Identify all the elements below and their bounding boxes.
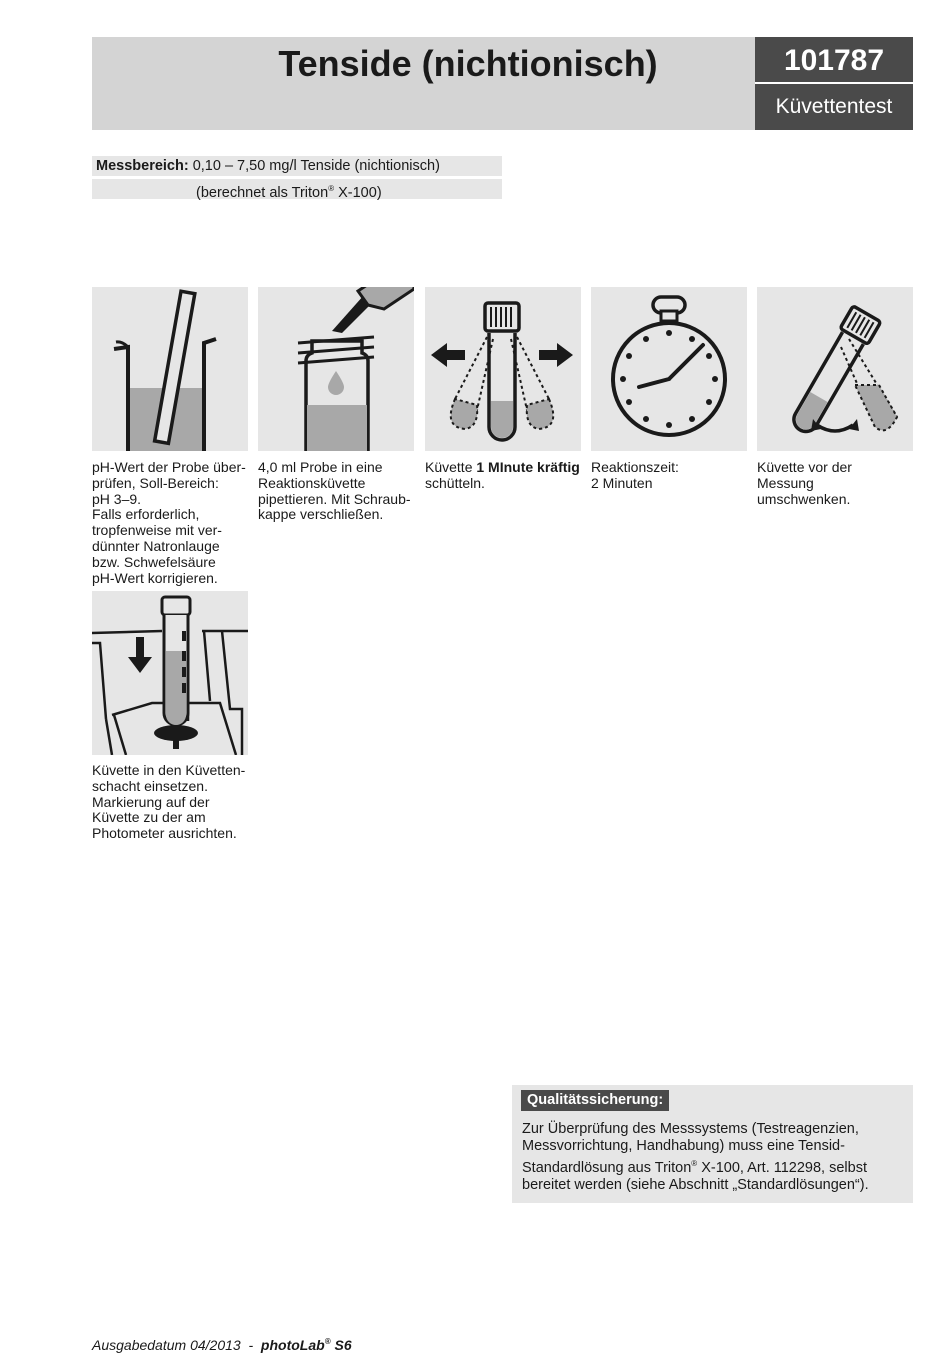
quality-assurance-text: Zur Überprüfung des Messsystems (Testreagenzien, Messvorrichtung, Handhabung) muss eine Tensid- Standardlösung aus Triton® X-100, Art. 112298, selbst bereitet werden (siehe Abschnitt „Standardlösungen“). (522, 1121, 869, 1193)
range-calc-suffix: X-100) (334, 185, 382, 201)
range-calc-prefix: (berechnet als Triton (196, 185, 329, 201)
product-model: S6 (330, 1337, 352, 1353)
footer: Ausgabedatum 04/2013 - photoLab® S6 (92, 1337, 352, 1353)
step-2-text: 4,0 ml Probe in eine Reaktionsküvette pipettieren. Mit Schraub- kappe verschließen. (258, 459, 411, 523)
range-calculation (92, 179, 502, 199)
stopwatch-icon (591, 287, 747, 451)
step-6-illustration (92, 591, 248, 755)
product-name: photoLab (260, 1337, 325, 1353)
step-4-text: Reaktionszeit: 2 Minuten (591, 459, 679, 491)
step-3-illustration (425, 287, 581, 451)
quality-assurance-title: Qualitätssicherung: (521, 1090, 669, 1111)
step-4-illustration (591, 287, 747, 451)
page-title: Tenside (nichtionisch) (278, 43, 658, 84)
article-number: 101787 (755, 37, 913, 82)
range-value: 0,10 – 7,50 mg/l Tenside (nichtionisch) (192, 158, 440, 174)
step-6-text: Küvette in den Küvetten- schacht einsetzen. Markierung auf der Küvette zu der am Photometer ausrichten. (92, 762, 246, 842)
step-5-text: Küvette vor der Messung umschwenken. (757, 459, 852, 507)
issue-date: Ausgabedatum 04/2013 (92, 1337, 241, 1353)
test-type: Küvettentest (755, 84, 913, 130)
range-label: Messbereich: (96, 158, 189, 174)
step-3-text: Küvette 1 MInute kräftig schütteln. (425, 459, 580, 491)
measuring-range (92, 156, 502, 176)
step-5-illustration (757, 287, 913, 451)
step-1-illustration (92, 287, 248, 451)
step-2-illustration (258, 287, 414, 451)
registered-mark: ® (328, 184, 335, 193)
step-1-text: pH-Wert der Probe über- prüfen, Soll-Bereich: pH 3–9. Falls erforderlich, tropfenweise mit ver- dünnter Natronlauge bzw. Schwefelsäure pH-Wert korrigieren. (92, 459, 246, 586)
